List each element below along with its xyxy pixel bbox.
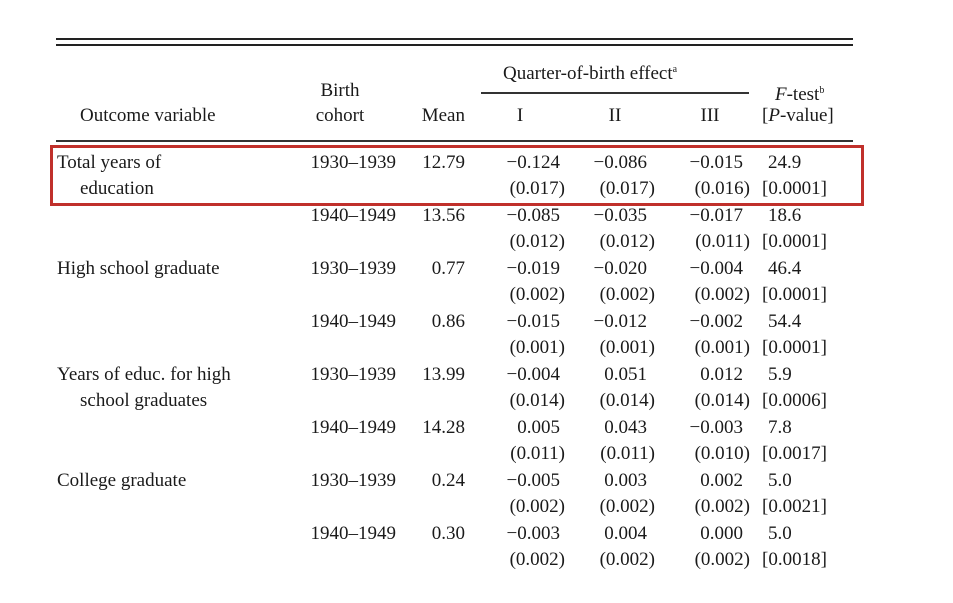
header-birth-line2: cohort: [315, 105, 365, 126]
cell-mean: 0.86: [431, 311, 465, 332]
cell-mean: 0.77: [431, 258, 465, 279]
cell-se1: (0.002): [509, 496, 565, 517]
cell-p: [0.0018]: [762, 549, 827, 570]
header-outcome: Outcome variable: [80, 105, 216, 126]
cell-se3: (0.016): [694, 178, 750, 199]
cell-se1: (0.002): [509, 284, 565, 305]
cell-se2: (0.002): [599, 284, 655, 305]
header-pvalue: [P-value]: [762, 105, 834, 126]
cell-q1: −0.003: [506, 523, 560, 544]
cell-se1: (0.017): [509, 178, 565, 199]
cell-q1: −0.004: [506, 364, 560, 385]
cell-cohort: 1940–1949: [310, 523, 396, 544]
cell-p: [0.0001]: [762, 337, 827, 358]
cell-se3: (0.002): [694, 496, 750, 517]
cell-q1: 0.005: [517, 417, 560, 438]
cell-mean: 13.99: [422, 364, 465, 385]
cell-q3: −0.002: [689, 311, 743, 332]
cell-q2: −0.035: [593, 205, 647, 226]
cell-mean: 13.56: [422, 205, 465, 226]
cell-q2: 0.003: [604, 470, 647, 491]
cell-se1: (0.011): [510, 443, 565, 464]
cell-q3: 0.012: [700, 364, 743, 385]
cell-se1: (0.001): [509, 337, 565, 358]
cell-p: [0.0001]: [762, 231, 827, 252]
cell-se3: (0.002): [694, 549, 750, 570]
cell-p: [0.0021]: [762, 496, 827, 517]
cell-se3: (0.011): [695, 231, 750, 252]
cell-q1: −0.015: [506, 311, 560, 332]
header-q2: II: [608, 105, 622, 126]
cell-q2: 0.051: [604, 364, 647, 385]
cell-q3: 0.000: [700, 523, 743, 544]
cell-cohort: 1930–1939: [310, 364, 396, 385]
cell-cohort: 1940–1949: [310, 311, 396, 332]
cell-q3: −0.017: [689, 205, 743, 226]
cell-outcome1: College graduate: [57, 470, 187, 491]
header-ftest: F-test$^b$: [775, 84, 825, 105]
cell-q3: −0.015: [689, 152, 743, 173]
cell-se3: (0.002): [694, 284, 750, 305]
cell-se2: (0.002): [599, 549, 655, 570]
cell-q2: −0.012: [593, 311, 647, 332]
cell-q2: 0.004: [604, 523, 647, 544]
cell-f: 54.4: [768, 311, 802, 332]
header-qob-group: Quarter-of-birth effect$^a$: [503, 63, 678, 84]
cell-outcome2: school graduates: [80, 390, 208, 411]
cell-q2: −0.086: [593, 152, 647, 173]
cell-se2: (0.012): [599, 231, 655, 252]
header-birth-line1: Birth: [320, 80, 360, 101]
cell-cohort: 1930–1939: [310, 470, 396, 491]
cell-f: 5.9: [768, 364, 792, 385]
cell-se3: (0.010): [694, 443, 750, 464]
cell-q2: −0.020: [593, 258, 647, 279]
cell-q1: −0.005: [506, 470, 560, 491]
cell-se2: (0.002): [599, 496, 655, 517]
cell-q1: −0.085: [506, 205, 560, 226]
header-mean: Mean: [421, 105, 465, 126]
header-bottom-rule: [56, 140, 853, 142]
cell-p: [0.0001]: [762, 178, 827, 199]
cell-p: [0.0006]: [762, 390, 827, 411]
cell-q1: −0.124: [506, 152, 560, 173]
cell-f: 7.8: [768, 417, 792, 438]
cell-q1: −0.019: [506, 258, 560, 279]
cell-se1: (0.002): [509, 549, 565, 570]
header-q1: I: [516, 105, 524, 126]
cell-se2: (0.011): [600, 443, 655, 464]
qob-group-rule: [481, 92, 749, 94]
cell-cohort: 1930–1939: [310, 152, 396, 173]
cell-f: 18.6: [768, 205, 802, 226]
cell-se2: (0.017): [599, 178, 655, 199]
cell-f: 46.4: [768, 258, 802, 279]
cell-f: 24.9: [768, 152, 802, 173]
cell-q3: −0.003: [689, 417, 743, 438]
cell-se2: (0.001): [599, 337, 655, 358]
cell-mean: 12.79: [422, 152, 465, 173]
cell-se2: (0.014): [599, 390, 655, 411]
cell-f: 5.0: [768, 523, 792, 544]
cell-outcome1: Years of educ. for high: [57, 364, 231, 385]
header-q3: III: [700, 105, 720, 126]
cell-q3: 0.002: [700, 470, 743, 491]
cell-se1: (0.012): [509, 231, 565, 252]
cell-q3: −0.004: [689, 258, 743, 279]
cell-p: [0.0017]: [762, 443, 827, 464]
cell-cohort: 1930–1939: [310, 258, 396, 279]
cell-se3: (0.014): [694, 390, 750, 411]
cell-outcome1: High school graduate: [57, 258, 220, 279]
cell-cohort: 1940–1949: [310, 417, 396, 438]
cell-se3: (0.001): [694, 337, 750, 358]
cell-f: 5.0: [768, 470, 792, 491]
cell-mean: 0.30: [431, 523, 465, 544]
highlight-box: [50, 145, 864, 206]
cell-q2: 0.043: [604, 417, 647, 438]
cell-mean: 0.24: [431, 470, 465, 491]
cell-outcome2: education: [80, 178, 154, 199]
cell-outcome1: Total years of: [57, 152, 162, 173]
cell-cohort: 1940–1949: [310, 205, 396, 226]
cell-se1: (0.014): [509, 390, 565, 411]
cell-mean: 14.28: [422, 417, 465, 438]
cell-p: [0.0001]: [762, 284, 827, 305]
